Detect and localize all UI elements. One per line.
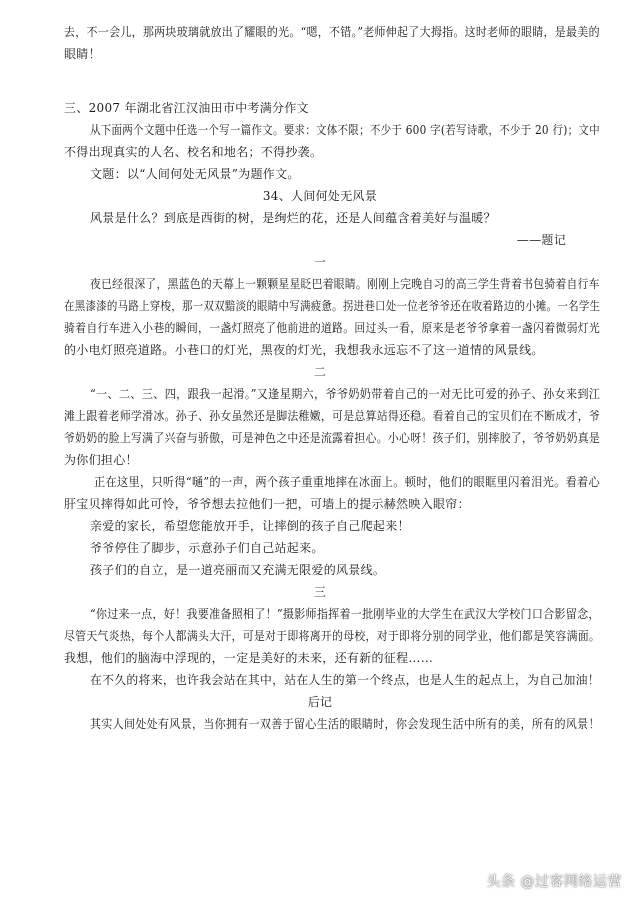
text-line: 在黑漆漆的马路上穿梭，那一双双黯淡的眼睛中写满疲惫。拐进巷口处一位老爷爷还在收着路边的小摊。一名学生 xyxy=(64,299,601,313)
text-line: 在不久的将来，也许我会站在其中，站在人生的第一个终点，也是人生的起点上，为自己加油！ xyxy=(90,673,600,687)
text-line: 的小电灯照亮道路。小巷口的灯光，黑夜的灯光，我想我永远忘不了这一道情的风景线。 xyxy=(64,343,544,357)
text-line: 从下面两个文题中任选一个写一篇作文。要求：文体不限；不少于 600 字(若写诗歌，不少于 20 行)；文中 xyxy=(90,123,600,137)
text-line: 去，不一会儿，那两块玻璃就放出了耀眼的光。“嗯，不错。”老师伸起了大拇指。这时老师的眼睛，是最美的 xyxy=(64,25,600,39)
essay-title: 34、人间何处无风景 xyxy=(262,189,378,203)
text-line: 孩子们的自立，是一道亮丽而又充满无限爱的风景线。 xyxy=(90,563,386,577)
part-heading: 一 xyxy=(313,255,327,269)
text-line: 亲爱的家长，希望您能放开手，让摔倒的孩子自己爬起来！ xyxy=(90,519,410,533)
text-line: 不得出现真实的人名、校名和地名；不得抄袭。 xyxy=(64,145,323,159)
part-heading: 三 xyxy=(313,585,327,599)
text-line: “你过来一点，好！我要准备照相了！”摄影师指挥着一批刚毕业的大学生在武汉大学校门口合影留念， xyxy=(90,607,600,621)
epigraph-label: ——题记 xyxy=(516,233,566,247)
text-line: 爷奶奶的脸上写满了兴奋与骄傲，可是神色之中还是流露着担心。小心呀！孩子们，别摔胶了，爷爷奶奶真是 xyxy=(64,431,601,445)
text-line: 肝宝贝摔得如此可怜，爷爷想去拉他们一把，可墙上的提示赫然映入眼帘： xyxy=(64,497,470,511)
text-line: 滩上跟着老师学滑冰。孙子、孙女虽然还是脚法稚嫩，可是总算站得还稳。看着自己的宝贝们在不断成才，爷 xyxy=(64,409,601,423)
text-line: 夜已经很深了，黑蓝色的天幕上一颗颗星星眨巴着眼睛。刚刚上完晚自习的高三学生背着书包骑着自行车 xyxy=(90,277,600,291)
text-line: 正在这里，只听得“嗵”的一声，两个孩子重重地摔在冰面上。顿时，他们的眼眶里闪着泪光。看着心 xyxy=(94,475,601,489)
text-line: “一、二、三、四，跟我一起滑。”又逢星期六，爷爷奶奶带着自己的一对无比可爱的孙子、孙女来到江 xyxy=(90,387,601,401)
watermark: 头条 @过客网络运营 xyxy=(486,874,622,890)
text-line: 尽管天气炎热，每个人都满头大汗，可是对于即将离开的母校，对于即将分别的同学业，他们都是笑容满面。 xyxy=(64,629,601,643)
epigraph: 风景是什么？到底是西街的树，是绚烂的花，还是人间蕴含着美好与温暖？ xyxy=(90,211,496,225)
text-line: 骑着自行车进入小巷的瞬间，一盏灯照亮了他前进的道路。回过头一看，原来是老爷爷拿着一盏闪着微弱灯光 xyxy=(64,321,601,335)
text-line: 文题：以“人间何处无风景”为题作文。 xyxy=(90,167,300,181)
text-line: 我想，他们的脑海中浮现的，一定是美好的未来，还有新的征程…… xyxy=(64,651,434,665)
text-line: 为你们担心！ xyxy=(64,453,138,467)
part-heading: 二 xyxy=(313,365,327,379)
text-line: 爷爷停住了脚步，示意孙子们自己站起来。 xyxy=(90,541,324,555)
section-heading: 三、2007 年湖北省江汉油田市中考满分作文 xyxy=(64,101,309,115)
postscript-heading: 后记 xyxy=(307,695,333,709)
text-line: 眼睛！ xyxy=(64,47,101,61)
text-line: 其实人间处处有风景，当你拥有一双善于留心生活的眼睛时，你会发现生活中所有的美，所有的风景！ xyxy=(90,717,600,731)
